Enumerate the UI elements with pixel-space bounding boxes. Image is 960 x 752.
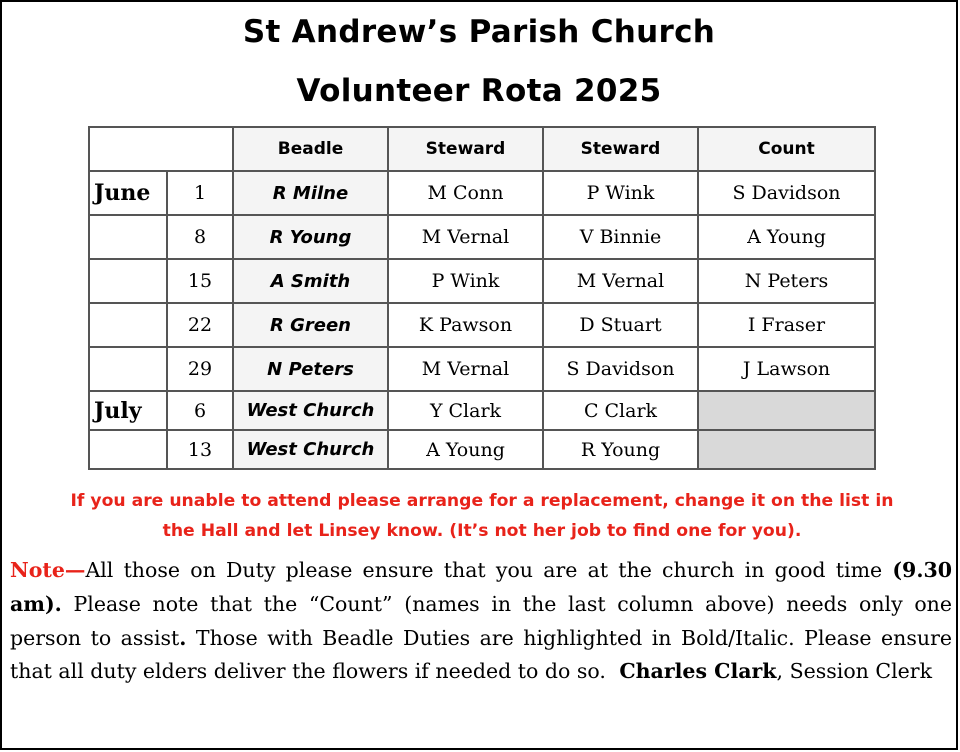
steward1-cell: M Vernal [388, 347, 543, 391]
beadle-cell: West Church [233, 391, 388, 430]
beadle-cell: A Smith [233, 259, 388, 303]
month-cell [89, 430, 167, 469]
steward2-cell: M Vernal [543, 259, 698, 303]
table-row [89, 259, 875, 303]
count-cell-empty [698, 391, 875, 430]
steward2-cell: P Wink [543, 171, 698, 215]
steward2-cell: D Stuart [543, 303, 698, 347]
duty-note [10, 554, 952, 689]
count-cell: I Fraser [698, 303, 875, 347]
month-cell [89, 303, 167, 347]
warning-line-1: If you are unable to attend please arrange for a replacement, change it on the list in [70, 491, 894, 511]
steward1-cell: P Wink [388, 259, 543, 303]
steward1-cell: M Conn [388, 171, 543, 215]
note-text-3: Those with Beadle Duties are highlighted in Bold/Italic. Please ensure that all duty elders deliver the flowers if needed to do so. [10, 625, 952, 684]
steward1-cell: M Vernal [388, 215, 543, 259]
day-cell: 22 [167, 303, 233, 347]
note-text-2: Please note that the “Count” (names in the last column above) needs only one person to assist [10, 591, 952, 650]
steward2-cell: C Clark [543, 391, 698, 430]
steward1-cell: A Young [388, 430, 543, 469]
day-cell: 1 [167, 171, 233, 215]
warning-line-2: the Hall and let Linsey know. (It’s not her job to find one for you). [162, 521, 802, 541]
header-steward-1: Steward [388, 127, 543, 171]
beadle-cell: R Young [233, 215, 388, 259]
table-row [89, 430, 875, 469]
steward1-cell: Y Clark [388, 391, 543, 430]
rota-table [88, 126, 876, 470]
steward2-cell: R Young [543, 430, 698, 469]
beadle-cell: West Church [233, 430, 388, 469]
header-beadle: Beadle [233, 127, 388, 171]
table-row [89, 347, 875, 391]
header-steward-2: Steward [543, 127, 698, 171]
count-cell-empty [698, 430, 875, 469]
month-cell: July [89, 391, 167, 430]
steward2-cell: S Davidson [543, 347, 698, 391]
month-cell [89, 347, 167, 391]
day-cell: 13 [167, 430, 233, 469]
beadle-cell: R Green [233, 303, 388, 347]
church-name: St Andrew’s Parish Church [242, 14, 716, 50]
steward2-cell: V Binnie [543, 215, 698, 259]
month-cell: June [89, 171, 167, 215]
count-cell: A Young [698, 215, 875, 259]
signature [619, 655, 932, 689]
start-time: (9.30 am). [10, 558, 952, 616]
table-row [89, 171, 875, 215]
signature-role: , Session Clerk [776, 659, 932, 684]
day-cell: 29 [167, 347, 233, 391]
rota-title: Volunteer Rota 2025 [296, 73, 662, 109]
replacement-warning [12, 486, 952, 546]
header-date-blank [89, 127, 233, 171]
table-row [89, 391, 875, 430]
day-cell: 6 [167, 391, 233, 430]
count-cell: S Davidson [698, 171, 875, 215]
beadle-cell: N Peters [233, 347, 388, 391]
signature-name: Charles Clark [619, 659, 777, 684]
table-row [89, 215, 875, 259]
day-cell: 8 [167, 215, 233, 259]
count-cell: N Peters [698, 259, 875, 303]
table-header-row [89, 127, 875, 171]
day-cell: 15 [167, 259, 233, 303]
month-cell [89, 259, 167, 303]
count-cell: J Lawson [698, 347, 875, 391]
note-period: . [179, 625, 187, 650]
note-text-1: All those on Duty please ensure that you are at the church in good time [85, 558, 893, 582]
table-row [89, 303, 875, 347]
steward1-cell: K Pawson [388, 303, 543, 347]
note-label: Note— [10, 558, 86, 582]
month-cell [89, 215, 167, 259]
beadle-cell: R Milne [233, 171, 388, 215]
header-count: Count [698, 127, 875, 171]
